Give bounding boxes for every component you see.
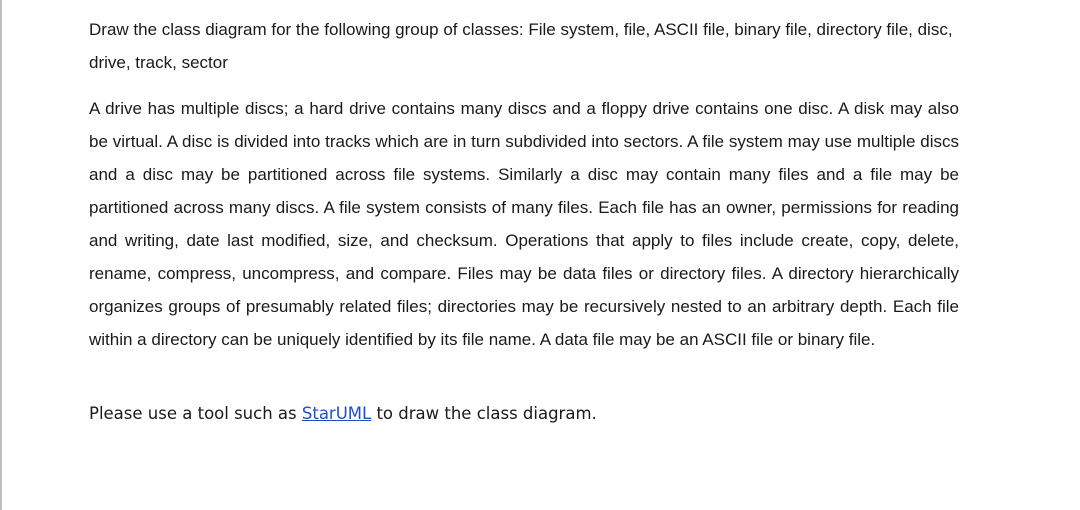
tool-prefix-text: Please use a tool such as	[89, 404, 302, 423]
tool-instruction	[89, 397, 959, 430]
tool-suffix-text: to draw the class diagram.	[371, 404, 597, 423]
document-content	[89, 13, 959, 430]
intro-paragraph: Draw the class diagram for the following group of classes: File system, file, ASCII file, binary file, directory file, disc, drive, track, sector	[89, 20, 953, 72]
staruml-link[interactable]: StarUML	[301, 404, 372, 423]
page-left-border	[0, 0, 2, 510]
description-paragraph: A drive has multiple discs; a hard drive contains many discs and a floppy drive contains one disc. A disk may also be virtual. A disc is divided into tracks which are in turn subdivided into sectors. A file system may use multiple discs and a disc may be partitioned across file systems. Similarly a disc may contain many files and a file may be partitioned across many discs. A file system consists of many files. Each file has an owner, permissions for reading and writing, date last modified, size, and checksum. Operations that apply to files include create, copy, delete, rename, compress, uncompress, and compare. Files may be data files or directory files. A directory hierarchically organizes groups of presumably related files; directories may be recursively nested to an arbitrary depth. Each file within a directory can be uniquely identified by its file name. A data file may be an ASCII file or binary file.	[89, 99, 959, 349]
